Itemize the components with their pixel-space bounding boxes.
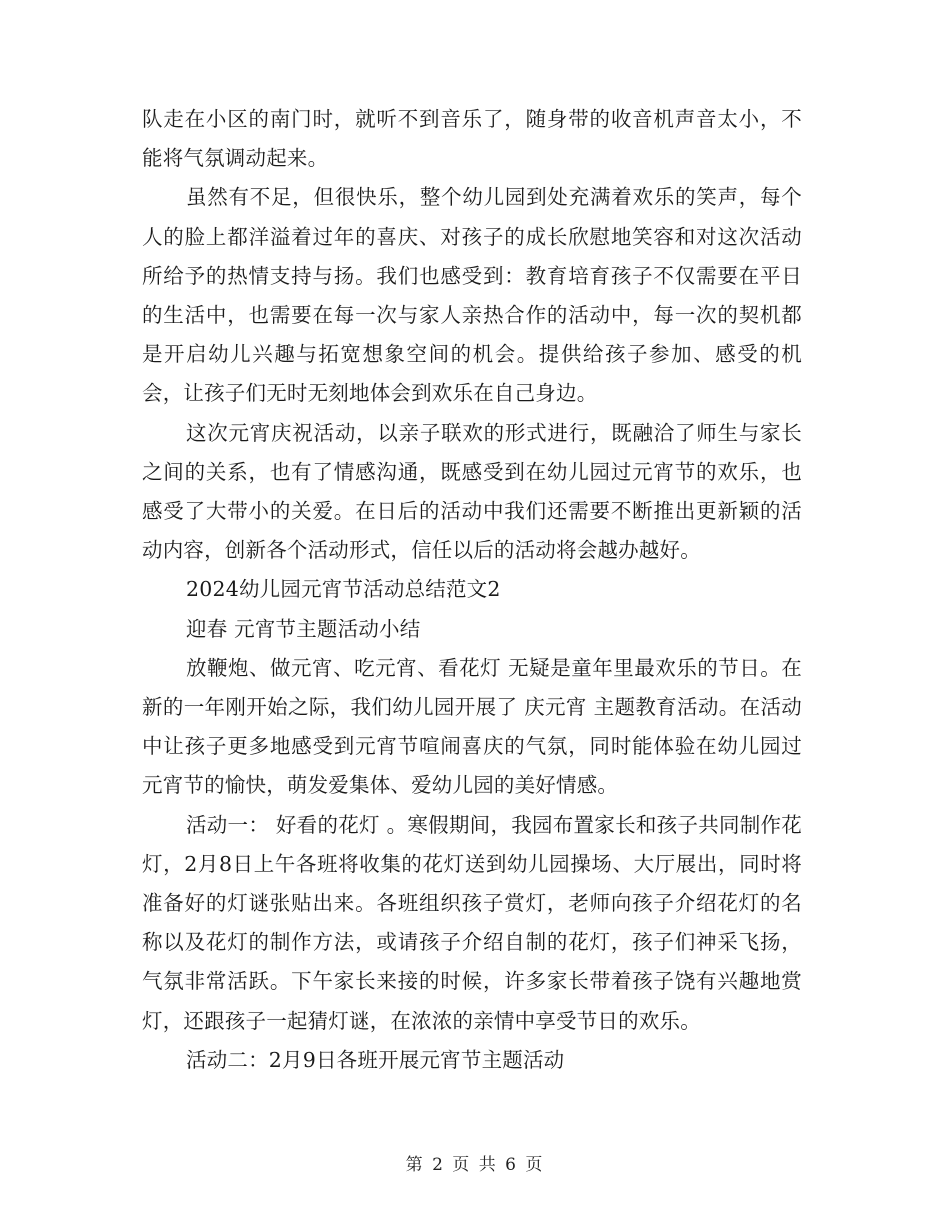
document-body (142, 100, 802, 1080)
paragraph-2: 虽然有不足，但很快乐，整个幼儿园到处充满着欢乐的笑声，每个人的脸上都洋溢着过年的喜庆、对孩子的成长欣慰地笑容和对这次活动所给予的热情支持与扬。我们也感受到：教育培育孩子不仅需要在平日的生活中，也需要在每一次与家人亲热合作的活动中，每一次的契机都是开启幼儿兴趣与拓宽想象空间的机会。提供给孩子参加、感受的机会，让孩子们无时无刻地体会到欢乐在自己身边。 (142, 185, 802, 406)
paragraph-4: 放鞭炮、做元宵、吃元宵、看花灯 无疑是童年里最欢乐的节日。在新的一年刚开始之际，我们幼儿园开展了 庆元宵 主题教育活动。在活动中让孩子更多地感受到元宵节喧闹喜庆的气氛，同时能体验在幼儿园过元宵节的愉快，萌发爱集体、爱幼儿园的美好情感。 (142, 655, 802, 798)
subsection-title: 迎春 元宵节主题活动小结 (186, 616, 421, 641)
paragraph-5: 活动一： 好看的花灯 。寒假期间，我园布置家长和孩子共同制作花灯，2月8日上午各班将收集的花灯送到幼儿园操场、大厅展出，同时将准备好的灯谜张贴出来。各班组织孩子赏灯，老师向孩子介绍花灯的名称以及花灯的制作方法，或请孩子介绍自制的花灯，孩子们神采飞扬，气氛非常活跃。下午家长来接的时候，许多家长带着孩子饶有兴趣地赏灯，还跟孩子一起猜灯谜，在浓浓的亲情中享受节日的欢乐。 (142, 812, 802, 1033)
paragraph-1: 队走在小区的南门时，就听不到音乐了，随身带的收音机声音太小，不能将气氛调动起来。 (142, 107, 802, 171)
paragraph-3: 这次元宵庆祝活动，以亲子联欢的形式进行，既融洽了师生与家长之间的关系，也有了情感沟通，既感受到在幼儿园过元宵节的欢乐，也感受了大带小的关爱。在日后的活动中我们还需要不断推出更新颖的活动内容，创新各个活动形式，信任以后的活动将会越办越好。 (142, 420, 802, 563)
paragraph-6: 活动二：2月9日各班开展元宵节主题活动 (186, 1047, 565, 1072)
page-footer: 第 2 页 共 6 页 (405, 1155, 545, 1175)
section-title: 2024幼儿园元宵节活动总结范文2 (186, 577, 501, 602)
